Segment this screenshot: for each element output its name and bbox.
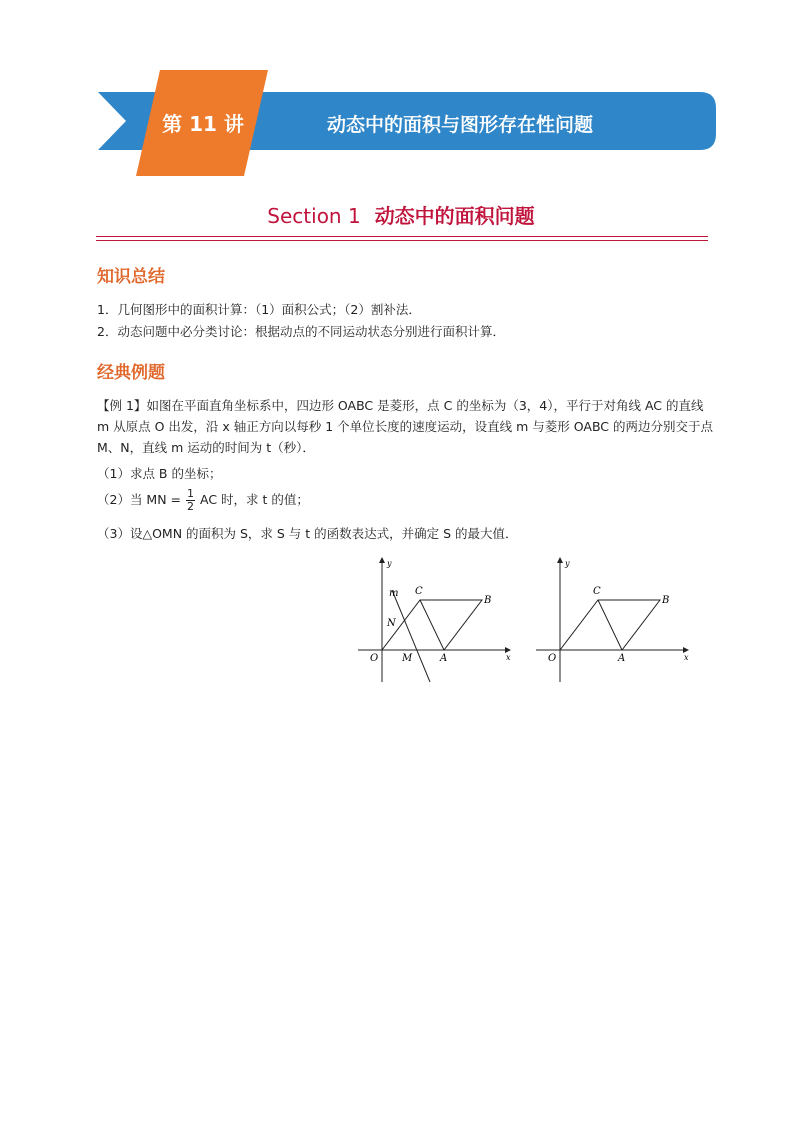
summary-heading: 知识总结 — [97, 267, 165, 287]
label-y: y — [565, 559, 570, 568]
section-label: Section 1 — [267, 204, 361, 228]
question-1: （1）求点 B 的坐标； — [97, 466, 222, 481]
question-2 — [97, 488, 309, 513]
fraction-one-half — [186, 488, 195, 513]
lecture-number: 第 11 讲 — [162, 112, 244, 136]
label-C: C — [593, 586, 601, 597]
label-C: C — [415, 586, 423, 597]
heading-rule-thick — [96, 236, 708, 237]
label-x: x — [506, 653, 511, 662]
examples-heading: 经典例题 — [97, 363, 165, 383]
label-M: M — [402, 653, 413, 664]
label-O: O — [548, 653, 557, 664]
label-y: y — [387, 559, 392, 568]
moving-line-m — [392, 590, 430, 682]
example-text: 如图在平面直角坐标系中，四边形 OABC 是菱形，点 C 的坐标为（3，4），平行于对角线 AC 的直线 m 从原点 O 出发，沿 x 轴正方向以每秒 1 个单位长度的速度运动，设直线 m 与菱形 OABC 的两边分别交于点 M、N，直线 m 运动的时间为 t（秒）． — [97, 398, 714, 455]
summary-item: 1．几何图形中的面积计算：（1）面积公式；（2）割补法． — [97, 302, 421, 317]
fraction-numerator: 1 — [187, 487, 194, 500]
lecture-banner — [0, 0, 794, 200]
summary-item: 2．动态问题中必分类讨论：根据动点的不同运动状态分别进行面积计算． — [97, 324, 505, 339]
section-title: 动态中的面积问题 — [374, 204, 535, 228]
label-O: O — [370, 653, 379, 664]
label-B: B — [662, 595, 670, 606]
label-x: x — [684, 653, 689, 662]
diagonal-AC — [420, 600, 444, 650]
section-heading — [96, 200, 706, 229]
question-3: （3）设△OMN 的面积为 S，求 S 与 t 的函数表达式，并确定 S 的最大值． — [97, 526, 518, 541]
label-m: m — [389, 588, 399, 599]
question-2-suffix: AC 时，求 t 的值； — [199, 492, 309, 507]
lecture-title: 动态中的面积与图形存在性问题 — [326, 114, 593, 136]
figure-rhombus-with-line-m — [352, 552, 522, 687]
label-B: B — [484, 595, 492, 606]
label-A: A — [440, 653, 448, 664]
example-tag: 【例 1】 — [97, 398, 147, 413]
label-A: A — [618, 653, 626, 664]
example-1-statement — [97, 395, 717, 458]
question-2-prefix: （2）当 MN = — [97, 492, 182, 507]
label-N: N — [387, 618, 396, 629]
diagonal-AC — [598, 600, 622, 650]
figure-rhombus — [530, 552, 700, 687]
fraction-denominator: 2 — [187, 500, 194, 513]
heading-rule-thin — [96, 240, 708, 241]
